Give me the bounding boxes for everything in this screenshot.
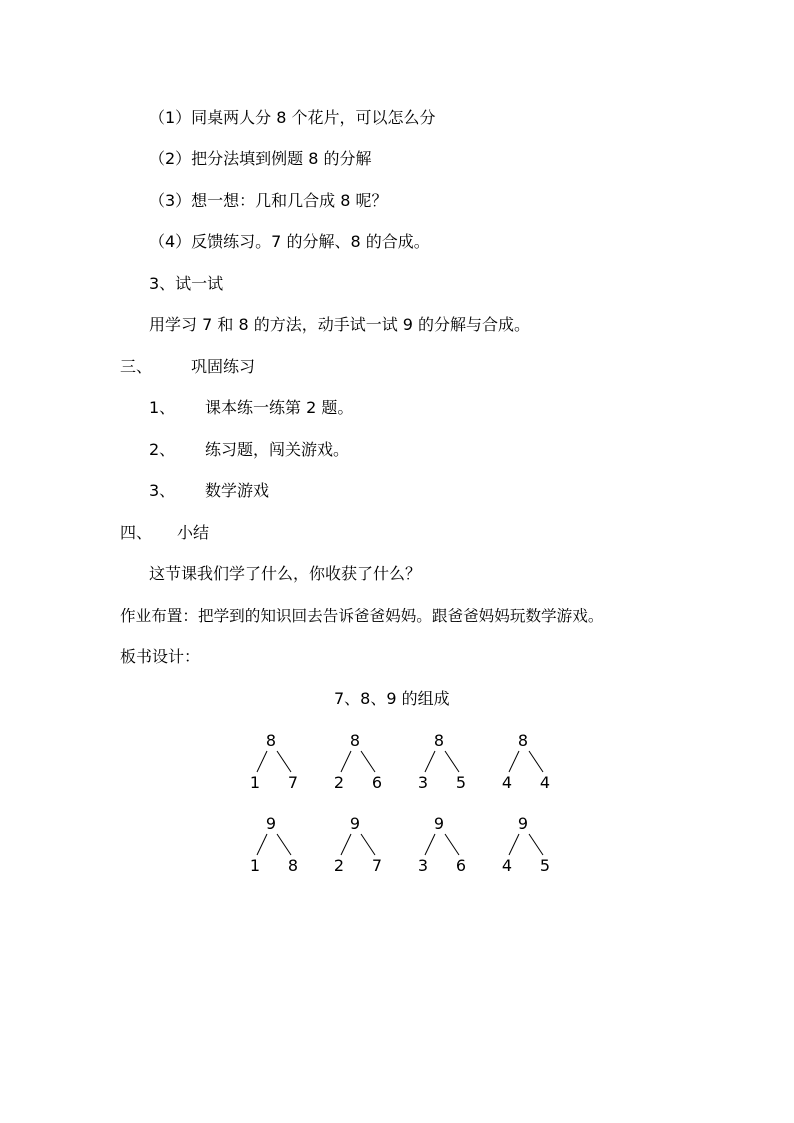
section-4-title: 小结 bbox=[177, 523, 210, 542]
homework-text: 作业布置：把学到的知识回去告诉爸爸妈妈。跟爸爸妈妈玩数学游戏。 bbox=[120, 607, 604, 625]
board-title: 7、8、9 的组成 bbox=[334, 689, 450, 708]
bond-whole: 8 bbox=[265, 731, 277, 750]
section-3-title: 巩固练习 bbox=[191, 357, 256, 376]
bond-part-right: 6 bbox=[455, 856, 467, 875]
try-heading: 3、试一试 bbox=[149, 274, 224, 293]
bond-part-left: 4 bbox=[501, 773, 513, 792]
step-4-text: （4）反馈练习。7 的分解、8 的合成。 bbox=[149, 232, 430, 251]
summary-text: 这节课我们学了什么，你收获了什么？ bbox=[149, 564, 422, 583]
bond-line bbox=[361, 751, 375, 772]
bond-part-right: 8 bbox=[287, 856, 299, 875]
bond-whole: 8 bbox=[349, 731, 361, 750]
practice-1-text: 课本练一练第 2 题。 bbox=[205, 398, 354, 417]
bond-part-right: 6 bbox=[371, 773, 383, 792]
practice-2-text: 练习题，闯关游戏。 bbox=[205, 440, 350, 459]
practice-3-text: 数学游戏 bbox=[205, 481, 270, 500]
bond-line bbox=[341, 834, 351, 855]
bond-part-right: 4 bbox=[539, 773, 551, 792]
bond-line bbox=[509, 751, 519, 772]
bond-part-left: 3 bbox=[417, 856, 429, 875]
practice-2-number: 2、 bbox=[149, 440, 176, 459]
bond-line bbox=[277, 834, 291, 855]
step-3-text: （3）想一想：几和几合成 8 呢？ bbox=[149, 191, 388, 210]
bond-whole: 9 bbox=[349, 814, 361, 833]
bond-part-right: 7 bbox=[287, 773, 299, 792]
bond-whole: 9 bbox=[517, 814, 529, 833]
section-3-number: 三、 bbox=[120, 357, 153, 376]
bond-line bbox=[529, 834, 543, 855]
board-design-label: 板书设计： bbox=[120, 647, 201, 666]
bond-line bbox=[341, 751, 351, 772]
bond-whole: 9 bbox=[265, 814, 277, 833]
bond-line bbox=[257, 751, 267, 772]
bond-part-right: 5 bbox=[455, 773, 467, 792]
bond-part-left: 3 bbox=[417, 773, 429, 792]
try-text: 用学习 7 和 8 的方法，动手试一试 9 的分解与合成。 bbox=[149, 315, 531, 334]
bond-line bbox=[425, 834, 435, 855]
bond-part-left: 1 bbox=[249, 856, 261, 875]
bond-line bbox=[445, 834, 459, 855]
bond-part-left: 2 bbox=[333, 773, 345, 792]
bond-line bbox=[509, 834, 519, 855]
bond-part-left: 1 bbox=[249, 773, 261, 792]
practice-3-number: 3、 bbox=[149, 481, 176, 500]
bond-line bbox=[425, 751, 435, 772]
bond-part-right: 5 bbox=[539, 856, 551, 875]
bond-part-right: 7 bbox=[371, 856, 383, 875]
bond-part-left: 2 bbox=[333, 856, 345, 875]
section-4-number: 四、 bbox=[120, 523, 153, 542]
bond-whole: 8 bbox=[433, 731, 445, 750]
bond-whole: 9 bbox=[433, 814, 445, 833]
bond-line bbox=[361, 834, 375, 855]
bond-line bbox=[529, 751, 543, 772]
bond-part-left: 4 bbox=[501, 856, 513, 875]
practice-1-number: 1、 bbox=[149, 398, 176, 417]
bond-line bbox=[257, 834, 267, 855]
bond-line bbox=[445, 751, 459, 772]
bond-line bbox=[277, 751, 291, 772]
step-2-text: （2）把分法填到例题 8 的分解 bbox=[149, 149, 372, 168]
bond-whole: 8 bbox=[517, 731, 529, 750]
step-1-text: （1）同桌两人分 8 个花片，可以怎么分 bbox=[149, 108, 436, 127]
